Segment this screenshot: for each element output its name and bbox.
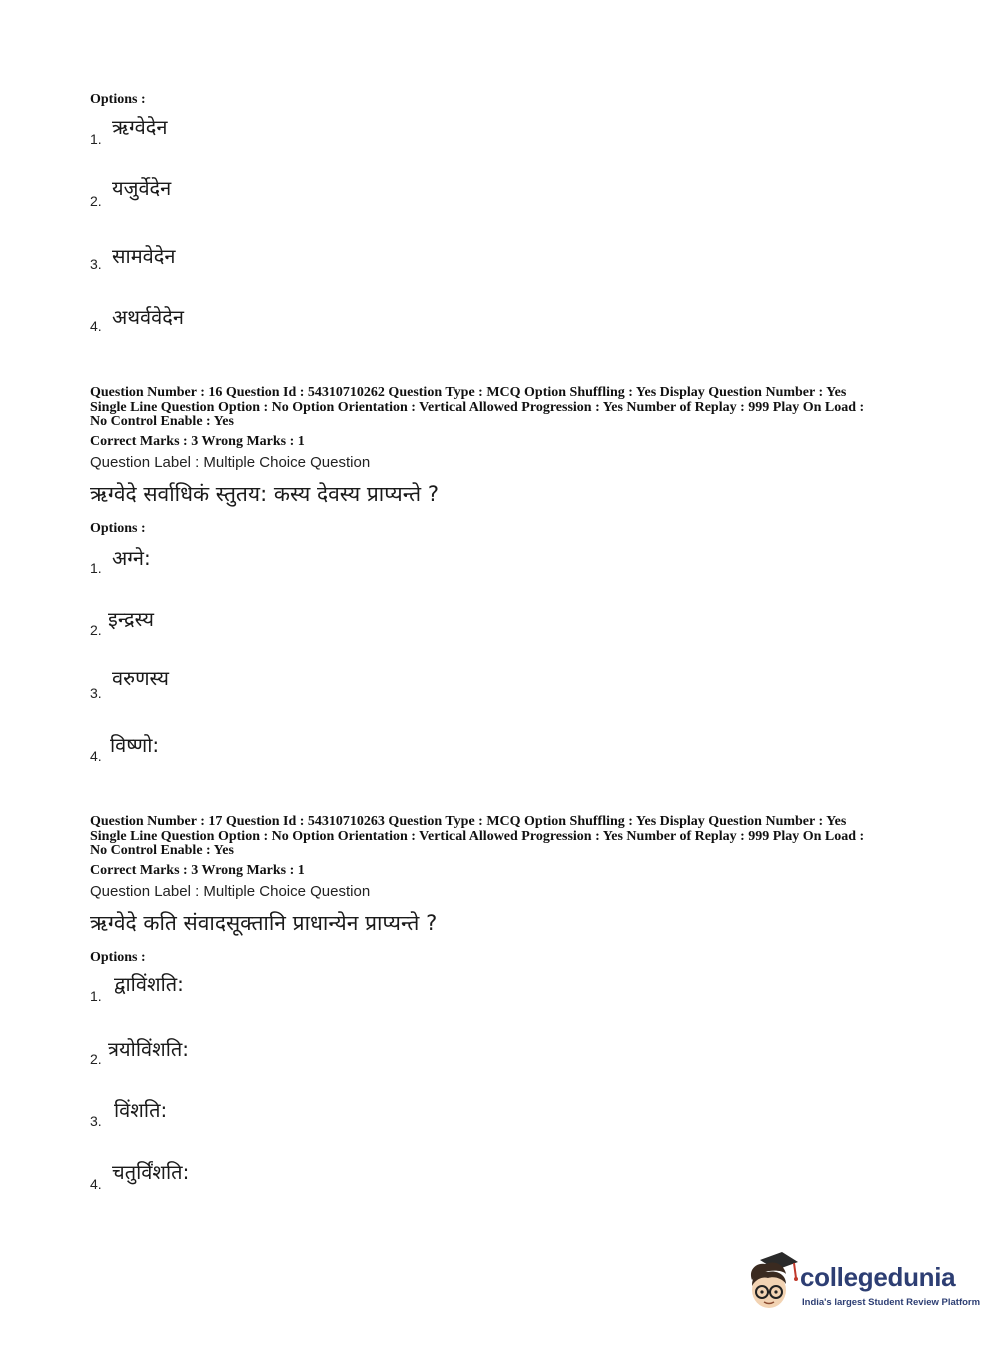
q17-meta-line-2: Single Line Question Option : No Option Orientation : Vertical Allowed Progression : Yes Number of Replay : 999 Play On Load : [90, 828, 865, 844]
q16-option-1-number: 1. [90, 560, 102, 576]
q16-option-4[interactable]: विष्णो: [110, 733, 160, 757]
q15-options-heading: Options : [90, 92, 146, 107]
q17-option-2[interactable]: त्रयोविंशति: [108, 1037, 190, 1061]
q17-meta-line-3: No Control Enable : Yes [90, 843, 234, 858]
q17-question-label: Question Label : Multiple Choice Question [90, 883, 371, 900]
q16-option-4-number: 4. [90, 748, 102, 764]
q16-option-1[interactable]: अग्ने: [112, 546, 151, 570]
q16-meta-line-3: No Control Enable : Yes [90, 414, 234, 429]
q16-option-2-number: 2. [90, 622, 102, 638]
collegedunia-logo[interactable] [742, 1250, 981, 1320]
logo-tagline: India's largest Student Review Platform [802, 1297, 981, 1308]
q15-option-4-number: 4. [90, 318, 102, 334]
q16-option-3[interactable]: वरुणस्य [112, 666, 169, 690]
q17-option-1-number: 1. [90, 988, 102, 1004]
q17-option-2-number: 2. [90, 1051, 102, 1067]
q16-meta-line-2: Single Line Question Option : No Option Orientation : Vertical Allowed Progression : Yes Number of Replay : 999 Play On Load : [90, 399, 865, 415]
q17-option-3[interactable]: विंशति: [114, 1098, 168, 1122]
logo-brand-name: collegedunia [800, 1262, 956, 1292]
q17-option-4[interactable]: चतुर्विंशति: [112, 1160, 190, 1184]
q17-meta-line-1: Question Number : 17 Question Id : 54310710263 Question Type : MCQ Option Shuffling : Yes Display Question Number : Yes [90, 814, 847, 829]
q16-question-text: ऋग्वेदे सर्वाधिकं स्तुतय: कस्य देवस्य प्राप्यन्ते ? [90, 482, 439, 506]
q16-metadata [90, 386, 920, 430]
q17-marks: Correct Marks : 3 Wrong Marks : 1 [90, 863, 305, 878]
q17-metadata [90, 815, 920, 859]
q15-option-4[interactable]: अथर्ववेदेन [112, 305, 185, 329]
q17-option-4-number: 4. [90, 1176, 102, 1192]
q15-option-2[interactable]: यजुर्वेदेन [112, 176, 172, 200]
q17-option-1[interactable]: द्वाविंशति: [114, 972, 184, 996]
q16-option-3-number: 3. [90, 685, 102, 701]
q16-option-2[interactable]: इन्द्रस्य [108, 607, 154, 631]
q16-question-label: Question Label : Multiple Choice Question [90, 454, 371, 471]
q16-meta-line-1: Question Number : 16 Question Id : 54310710262 Question Type : MCQ Option Shuffling : Yes Display Question Number : Yes [90, 385, 847, 400]
q16-options-heading: Options : [90, 521, 146, 536]
q17-question-text: ऋग्वेदे कति संवादसूक्तानि प्राधान्येन प्राप्यन्ते ? [90, 911, 438, 935]
q15-option-3-number: 3. [90, 256, 102, 272]
q17-option-3-number: 3. [90, 1113, 102, 1129]
q15-option-1-number: 1. [90, 131, 102, 147]
q15-option-1[interactable]: ऋग्वेदेन [112, 115, 168, 139]
q16-marks: Correct Marks : 3 Wrong Marks : 1 [90, 434, 305, 449]
mascot-icon [742, 1250, 800, 1312]
q15-option-2-number: 2. [90, 193, 102, 209]
q17-options-heading: Options : [90, 950, 146, 965]
q15-option-3[interactable]: सामवेदेन [112, 244, 176, 268]
